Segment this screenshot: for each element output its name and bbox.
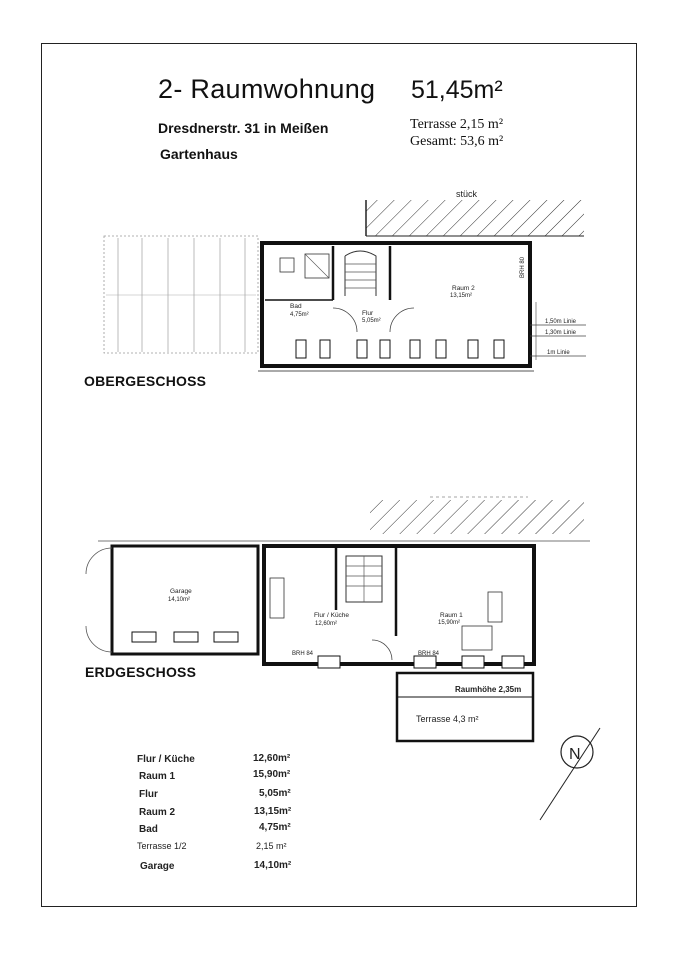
- area-list-value: 5,05m²: [259, 788, 291, 799]
- area-list: [137, 753, 292, 872]
- room-raum2-name: Raum 2: [452, 285, 475, 292]
- terrace-area: Terrasse 2,15 m²: [410, 117, 504, 132]
- area-list-name: Flur: [139, 789, 158, 800]
- area-list-name: Bad: [139, 824, 158, 835]
- terrace-ground-label: Terrasse 4,3 m²: [416, 714, 479, 724]
- room-garage-name: Garage: [170, 588, 192, 595]
- line-100-label: 1m Linie: [547, 350, 570, 356]
- address: Dresdnerstr. 31 in Meißen: [158, 120, 329, 136]
- ground-brh-left: BRH 84: [292, 651, 314, 657]
- upper-brh-label: BRH 80: [520, 256, 526, 278]
- room-raum1-name: Raum 1: [440, 612, 463, 619]
- building-name: Gartenhaus: [160, 146, 238, 162]
- area-list-value: 14,10m²: [254, 860, 292, 871]
- room-raum1-size: 15,90m²: [438, 620, 461, 626]
- room-kueche-size: 12,60m²: [315, 621, 338, 627]
- page-title: 2- Raumwohnung: [158, 74, 376, 104]
- area-list-name: Raum 2: [139, 807, 176, 818]
- room-bad-size: 4,75m²: [290, 312, 309, 318]
- area-list-name: Terrasse 1/2: [137, 841, 187, 851]
- area-list-name: Garage: [140, 861, 175, 872]
- upper-hatch-label: stück: [456, 189, 478, 199]
- area-list-value: 15,90m²: [253, 769, 291, 780]
- room-flur-size: 5,05m²: [362, 318, 381, 324]
- ground-hatch-area: [370, 500, 584, 534]
- room-garage-size: 14,10m²: [168, 597, 191, 603]
- line-130-label: 1,30m Linie: [545, 330, 577, 336]
- total-living-area: 51,45m²: [411, 76, 503, 104]
- room-kueche-name: Flur / Küche: [314, 612, 350, 619]
- terrace-box: [397, 673, 533, 741]
- area-list-value: 4,75m²: [259, 822, 291, 833]
- room-raum2-size: 13,15m²: [450, 293, 473, 299]
- compass-icon: [540, 728, 600, 820]
- compass-north-label: N: [569, 746, 581, 763]
- area-list-value: 13,15m²: [254, 806, 292, 817]
- ceiling-height: Raumhöhe 2,35m: [455, 685, 522, 694]
- area-list-name: Flur / Küche: [137, 754, 195, 765]
- upper-floor-plan: [104, 189, 586, 371]
- ground-floor-label: ERDGESCHOSS: [85, 664, 197, 680]
- area-list-name: Raum 1: [139, 771, 176, 782]
- upper-stairs: [345, 251, 376, 296]
- upper-roof-area: [104, 236, 258, 353]
- room-bad-name: Bad: [290, 303, 302, 310]
- room-flur-name: Flur: [362, 310, 374, 317]
- line-150-label: 1,50m Linie: [545, 319, 577, 325]
- area-list-value: 2,15 m²: [256, 841, 287, 851]
- upper-hatch-area: [366, 200, 584, 236]
- ground-stairs: [346, 556, 382, 602]
- upper-floor-label: OBERGESCHOSS: [84, 373, 207, 389]
- total-area: Gesamt: 53,6 m²: [410, 134, 504, 149]
- area-list-value: 12,60m²: [253, 753, 291, 764]
- ground-brh-right: BRH 84: [418, 651, 440, 657]
